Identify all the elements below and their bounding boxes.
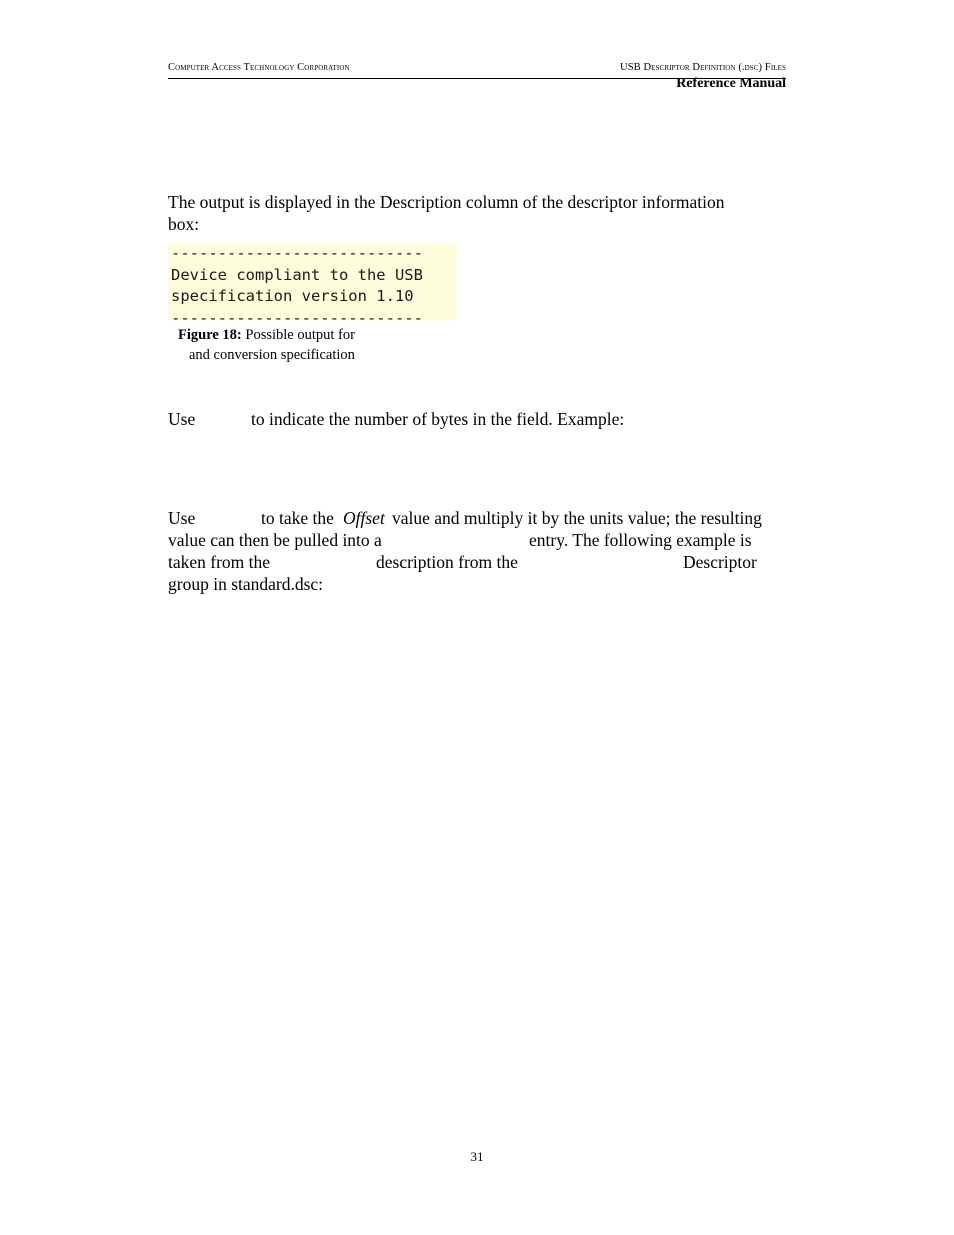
units-line-4: group in standard.dsc: [168, 574, 324, 594]
units-l3-c: Descriptor [683, 552, 757, 572]
units-paragraph [168, 507, 788, 595]
caption-line-1 [178, 326, 355, 346]
page-number: 31 [470, 1149, 484, 1164]
code-line-spec-version: specification version 1.10 [171, 287, 414, 305]
bytes-use: Use [168, 409, 196, 429]
bytes-rest: to indicate the number of bytes in the field. Example: [251, 409, 625, 429]
units-l3-a: taken from the [168, 552, 271, 572]
bytes-line [168, 408, 788, 430]
units-l2-b: entry. The following example is [529, 530, 752, 550]
units-use: Use [168, 508, 196, 528]
units-l2-a: value can then be pulled into a [168, 530, 382, 550]
units-line-3 [168, 551, 788, 573]
figure-output-box [168, 243, 456, 321]
intro-line-1: The output is displayed in the Description column of the descriptor information [168, 192, 725, 212]
intro-paragraph [168, 191, 788, 235]
caption-text: Possible output for [245, 327, 355, 343]
units-l3-b: description from the [376, 552, 518, 572]
units-offset-term: Offset [343, 508, 385, 528]
figure-caption [178, 326, 355, 365]
units-l1-b: value and multiply it by the units value; the resulting [392, 508, 762, 528]
header-section-title: USB Descriptor Definition (.dsc) Files [620, 62, 786, 73]
header-manual-title: Reference Manual [676, 76, 786, 91]
code-line-compliant: Device compliant to the USB [171, 265, 423, 284]
units-line-2 [168, 529, 788, 551]
code-line-rule-bottom: --------------------------- [171, 308, 423, 321]
header-company: Computer Access Technology Corporation [168, 62, 350, 73]
units-l1-a: to take the [261, 508, 334, 528]
bytes-paragraph [168, 408, 788, 430]
caption-line-2: and conversion specification [189, 346, 355, 363]
units-line-1 [168, 507, 788, 529]
code-line-rule-top: --------------------------- [171, 244, 423, 262]
caption-label: Figure 18: [178, 327, 242, 343]
intro-line-2: box: [168, 214, 200, 234]
